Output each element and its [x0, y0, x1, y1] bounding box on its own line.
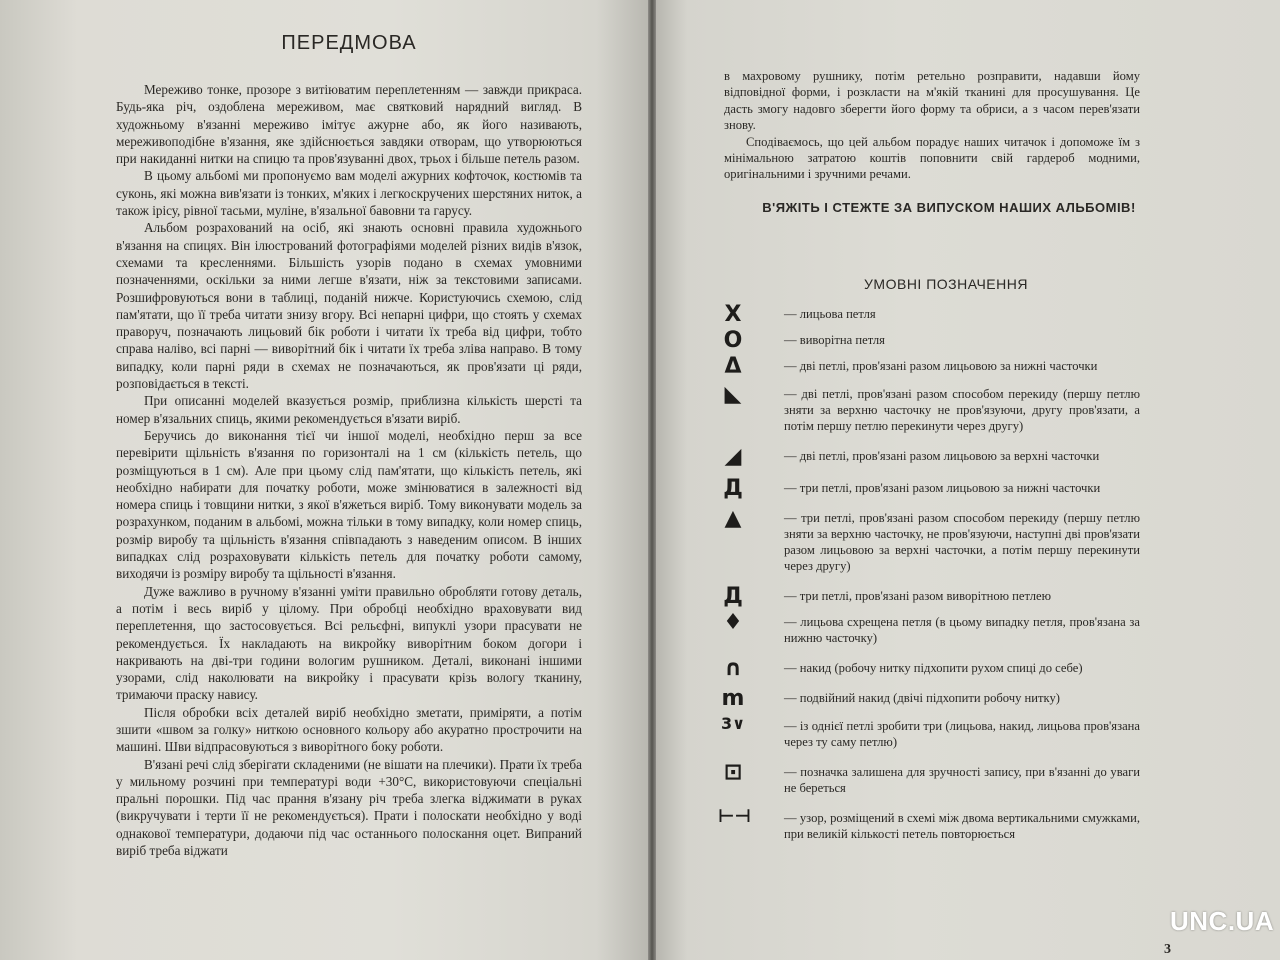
paragraph-closing: Сподіваємось, що цей альбом порадує наших читачок і допоможе їм з мінімальною затратою коштів поповнити свій гардероб модними, оригінальними і зручними речами.	[724, 134, 1140, 182]
legend-text: — три петлі, пров'язані разом лицьовою за нижні часточки	[784, 480, 1101, 495]
paragraph: Беручись до виконання тієї чи іншої моделі, необхідно перш за все перевірити щільність в'язання по горизонталі на 1 см (кількість петель, що розміщуються в 1 см). Але при цьому слід пам'ятати, що кількість петель, які необхідно набирати для початку роботи, може змінюватися в залежності від номера спиць і товщини нитки, з якої в'яжеться виріб. Тому виконувати модель за розрахунком, поданим в альбомі, можна тільки в тому випадку, коли номер спиць, розмір виробу та щільність в'язання співпадають з наведеним описом. В інших випадках слід розраховувати кількість петель для початку роботи самому, виходячи із розміру виробу та щільності в'язання.	[116, 427, 582, 582]
watermark-logo: UNC.UA	[1170, 906, 1275, 936]
legend-text: — виворітна петля	[784, 332, 885, 347]
diamond-icon: ♦	[723, 609, 743, 635]
legend-text: — подвійний накид (двічі підхопити робочу нитку)	[784, 690, 1060, 705]
bracket-bar-icon: ⊢⊣	[718, 805, 751, 827]
legend-row	[718, 505, 1140, 574]
paragraph-continuation: в махровому рушнику, потім ретельно розправити, надавши йому відповідної форми, і розкласти на м'якій тканині для просушування. Це дасть змогу надовго зберегти його форму та обриси, а з часом перев'язати знову.	[724, 69, 1140, 133]
legend-row	[718, 327, 1140, 353]
legend-text: — дві петлі, пров'язані разом лицьовою за нижні часточки	[784, 358, 1098, 373]
legend-row	[718, 583, 1140, 609]
legend-text: — три петлі, пров'язані разом виворітною петлею	[784, 588, 1051, 603]
legend-row	[718, 713, 1140, 750]
legend-text: — узор, розміщений в схемі між двома вертикальними смужками, при великій кількості петель повторюється	[784, 810, 1140, 841]
right-page	[656, 0, 1280, 960]
arch-icon: ∩	[724, 655, 742, 681]
paragraph: Альбом розрахований на осіб, які знають основні правила художнього в'язання на спицях. Він ілюстрований фотографіями моделей різних видів в'язок, схемами та кресленнями. Більшість узорів подано в схемах умовними позначеннями, оскільки за ними легше в'язати, ніж за текстовими записами. Розшифровуються вони в таблиці, поданій нижче. Користуючись схемою, слід пам'ятати, що її треба читати знизу вгору. Всі непарні цифри, що стоять у схемах праворуч, позначають лицьовий бік роботи і читати їх треба від цифри, тобто справа наліво, всі парні — виворітний бік і читати їх треба зліва направо. В тому випадку, коли парні ряди в схемах не позначаються, як пров'язати ці ряди, розповідається в тексті.	[116, 220, 582, 392]
circle-icon: O	[723, 327, 743, 353]
callout-heading: В'ЯЖІТЬ І СТЕЖТЕ ЗА ВИПУСКОМ НАШИХ АЛЬБОМІВ!	[762, 199, 1136, 215]
paragraph: Дуже важливо в ручному в'язанні уміти правильно обробляти готову деталь, а потім і весь виріб у цілому. При обробці необхідно враховувати вид переплетення, що застосовується. Всі рельєфні, випуклі узори прасувати не рекомендується. Їх накладають на викройку виворітним боком догори і накривають на дві-три години вологим рушником. Деталі, виконані іншими узорами, слід наколювати на викройку і прасувати крізь вологу тканину, тримаючи праску навису.	[116, 583, 582, 703]
legend-row	[718, 609, 1140, 646]
legend-row	[718, 655, 1140, 681]
legend-text: — лицьова петля	[784, 306, 876, 321]
legend-row	[718, 759, 1140, 796]
de-letter-icon: Д	[723, 475, 743, 501]
double-arch-icon: m	[721, 685, 745, 711]
legend-text: — накид (робочу нитку підхопити рухом спиці до себе)	[784, 660, 1083, 675]
legend-row	[718, 353, 1140, 379]
legend-text: — лицьова схрещена петля (в цьому випадку петля, пров'язана за нижню часточку)	[784, 614, 1140, 645]
legend-text: — із однієї петлі зробити три (лицьова, накид, лицьова пров'язана через ту саму петлю)	[784, 718, 1140, 749]
triangle-filled-icon: ▲	[724, 505, 742, 531]
legend-row	[718, 301, 1140, 327]
legend-row	[718, 475, 1140, 501]
dotted-square-icon: ⊡	[723, 759, 743, 785]
page-number: 3	[1164, 942, 1171, 957]
legend-row	[718, 381, 1140, 434]
legend-list	[718, 301, 1140, 842]
legend-text: — три петлі, пров'язані разом способом перекиду (першу петлю зняти за верхню часточку, не пров'язуючи, наступні дві пров'язати разом лицьовою за верхні часточки, а потім першу перекинути через другу)	[784, 510, 1140, 573]
paragraph: В'язані речі слід зберігати складеними (не вішати на плечики). Прати їх треба у мильному розчині при температурі води +30°С, використовуючи спеціальні пральні порошки. Під час прання в'язану річ треба злегка віджимати в руках (викручувати і терти її не рекомендується). Прати і полоскати необхідно у воді однакової температури, додаючи під час останнього полоскання оцет. Випраний виріб треба віджати	[116, 756, 582, 859]
triangle-right-filled-icon: ◢	[724, 443, 742, 469]
triangle-left-filled-icon: ◣	[724, 381, 742, 407]
legend-title: УМОВНІ ПОЗНАЧЕННЯ	[864, 275, 1028, 292]
paragraph: Мереживо тонке, прозоре з витіюватим переплетенням — завжди прикраса. Будь-яка річ, оздоблена мереживом, має святковий нарядний вигляд. В художньому в'язанні мереживо імітує ажурне або, як його називають, мереживоподібне в'язання, яке здійснюється завдяки отворам, що утворюються при накиданні нитки на спицю та пров'язуванні двох, трьох і більше петель разом.	[116, 82, 582, 167]
page-title: ПЕРЕДМОВА	[281, 32, 417, 54]
legend-text: — дві петлі, пров'язані разом способом перекиду (першу петлю зняти за верхню часточку не пров'язуючи, другу пров'язати, а потім першу петлю перекинути через другу)	[784, 386, 1140, 433]
paragraph: При описанні моделей вказується розмір, приблизна кількість шерсті та номер в'язальних спиць, якими рекомендується в'язати виріб.	[116, 393, 582, 426]
book-gutter	[648, 0, 656, 960]
legend-text: — позначка залишена для зручності запису, при в'язанні до уваги не береться	[784, 764, 1140, 795]
de-bold-icon: Д	[723, 583, 743, 609]
legend-text: — дві петлі, пров'язані разом лицьовою за верхні часточки	[784, 448, 1100, 463]
legend-row	[718, 685, 1140, 711]
three-v-icon: 3∨	[720, 713, 746, 733]
cross-icon: X	[724, 301, 742, 327]
triangle-outline-icon: Δ	[724, 353, 742, 379]
legend-row	[718, 443, 1140, 469]
paragraph: В цьому альбомі ми пропонуємо вам моделі ажурних кофточок, костюмів та суконь, які можна вив'язати із тонких, м'яких і легкоскручених шерстяних ниток, а також ірісу, рівної тасьми, муліне, в'язальної бавовни та гарусу.	[116, 168, 582, 219]
legend-row	[718, 805, 1140, 842]
paragraph: Після обробки всіх деталей виріб необхідно зметати, приміряти, а потім зшити «швом за голку» ниткою основного кольору або акуратно прострочити на машині. Шви відпрасовуються з виворітного боку роботи.	[116, 704, 582, 755]
